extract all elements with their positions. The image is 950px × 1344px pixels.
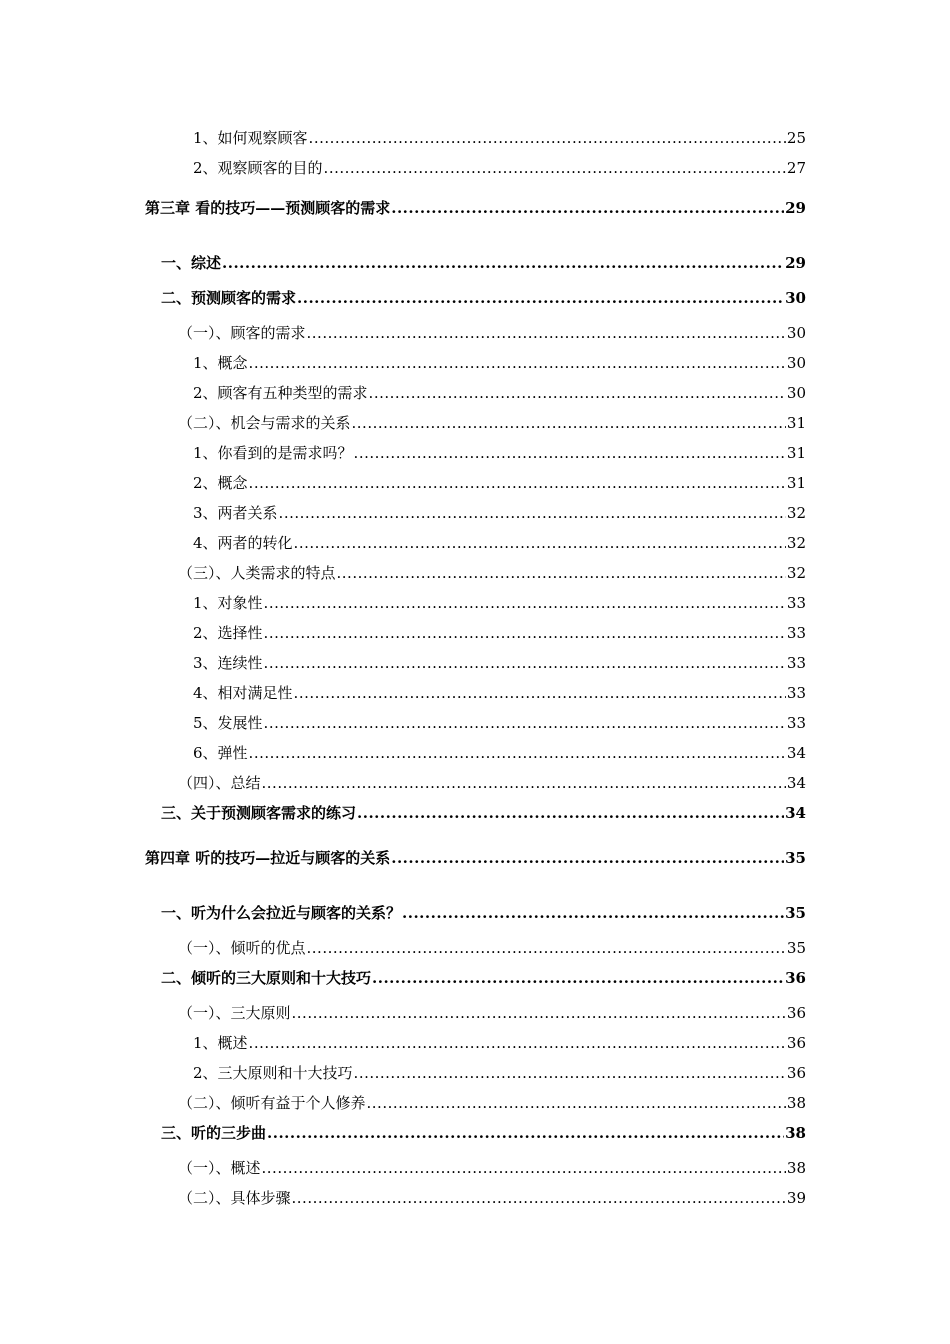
toc-subsection[interactable]	[178, 563, 806, 583]
toc-section[interactable]	[161, 1123, 806, 1143]
toc-entry[interactable]	[193, 683, 806, 703]
toc-entry-page: 35	[786, 939, 806, 957]
toc-entry-title: 2、三大原则和十大技巧	[193, 1064, 353, 1082]
toc-leader-dots	[324, 158, 786, 178]
toc-entry-page: 32	[786, 504, 806, 522]
toc-entry-page: 33	[786, 654, 806, 672]
toc-entry-title: 1、如何观察顾客	[193, 129, 308, 147]
toc-entry-title: 4、两者的转化	[193, 534, 293, 552]
toc-entry-title: 1、你看到的是需求吗？	[193, 444, 353, 462]
toc-subsection[interactable]	[178, 938, 806, 958]
toc-entry-title: （一）、三大原则	[178, 1004, 291, 1022]
toc-leader-dots	[249, 473, 786, 493]
toc-leader-dots	[372, 968, 784, 988]
toc-leader-dots	[264, 713, 786, 733]
toc-leader-dots	[279, 503, 786, 523]
toc-leader-dots	[249, 1033, 786, 1053]
toc-entry-title: 第四章 听的技巧—拉近与顾客的关系	[145, 849, 391, 867]
toc-subsection[interactable]	[178, 413, 806, 433]
toc-leader-dots	[249, 353, 786, 373]
toc-entry-title: 三、听的三步曲	[161, 1124, 267, 1142]
toc-entry-title: 一、综述	[161, 254, 222, 272]
toc-entry-title: 1、概念	[193, 354, 248, 372]
toc-entry-page: 30	[786, 384, 806, 402]
toc-entry-title: （二）、具体步骤	[178, 1189, 291, 1207]
toc-leader-dots	[292, 1188, 786, 1208]
toc-subsection[interactable]	[178, 1188, 806, 1208]
toc-entry-title: 三、关于预测顾客需求的练习	[161, 804, 357, 822]
toc-entry[interactable]	[193, 1033, 806, 1053]
toc-entry[interactable]	[193, 443, 806, 463]
toc-entry-title: 3、两者关系	[193, 504, 278, 522]
toc-entry[interactable]	[193, 503, 806, 523]
toc-subsection[interactable]	[178, 1158, 806, 1178]
toc-entry-page: 30	[786, 354, 806, 372]
toc-entry[interactable]	[193, 713, 806, 733]
toc-leader-dots	[262, 773, 786, 793]
toc-leader-dots	[369, 383, 786, 403]
toc-chapter[interactable]	[145, 848, 806, 868]
toc-entry-page: 35	[785, 904, 806, 922]
toc-entry-page: 34	[785, 804, 806, 822]
toc-entry[interactable]	[193, 473, 806, 493]
toc-entry-title: 3、连续性	[193, 654, 263, 672]
toc-leader-dots	[391, 198, 784, 218]
toc-entry-page: 27	[786, 159, 806, 177]
toc-entry[interactable]	[193, 128, 806, 148]
toc-entry-title: （一）、倾听的优点	[178, 939, 306, 957]
toc-entry-title: 二、倾听的三大原则和十大技巧	[161, 969, 372, 987]
toc-entry-page: 29	[785, 199, 806, 217]
toc-entry-page: 33	[786, 624, 806, 642]
toc-entry-page: 31	[786, 474, 806, 492]
toc-entry-page: 31	[786, 444, 806, 462]
toc-entry-page: 31	[786, 414, 806, 432]
toc-entry-title: （二）、机会与需求的关系	[178, 414, 351, 432]
toc-entry-title: （三）、人类需求的特点	[178, 564, 336, 582]
toc-entry-title: 一、听为什么会拉近与顾客的关系？	[161, 904, 402, 922]
toc-entry-page: 33	[786, 594, 806, 612]
toc-entry-page: 36	[786, 1034, 806, 1052]
toc-entry[interactable]	[193, 158, 806, 178]
toc-entry-page: 34	[786, 774, 806, 792]
toc-entry-page: 39	[786, 1189, 806, 1207]
toc-entry-title: 二、预测顾客的需求	[161, 289, 297, 307]
toc-entry-page: 30	[785, 289, 806, 307]
toc-leader-dots	[294, 533, 786, 553]
toc-entry-title: （四）、总结	[178, 774, 261, 792]
toc-entry-title: 第三章 看的技巧——预测顾客的需求	[145, 199, 391, 217]
toc-subsection[interactable]	[178, 1003, 806, 1023]
toc-entry[interactable]	[193, 593, 806, 613]
toc-chapter[interactable]	[145, 198, 806, 218]
toc-entry-title: 2、观察顾客的目的	[193, 159, 323, 177]
toc-leader-dots	[264, 623, 786, 643]
toc-section[interactable]	[161, 803, 806, 823]
toc-entry-title: （一）、顾客的需求	[178, 324, 306, 342]
toc-entry-page: 36	[785, 969, 806, 987]
toc-entry[interactable]	[193, 653, 806, 673]
toc-subsection[interactable]	[178, 773, 806, 793]
toc-section[interactable]	[161, 288, 806, 308]
toc-entry-page: 36	[786, 1064, 806, 1082]
toc-entry-page: 38	[786, 1159, 806, 1177]
toc-entry-title: （一）、概述	[178, 1159, 261, 1177]
toc-entry[interactable]	[193, 1063, 806, 1083]
toc-leader-dots	[391, 848, 784, 868]
toc-entry[interactable]	[193, 533, 806, 553]
toc-entry-page: 34	[786, 744, 806, 762]
toc-entry-page: 30	[786, 324, 806, 342]
toc-leader-dots	[222, 253, 784, 273]
toc-entry-title: 4、相对满足性	[193, 684, 293, 702]
toc-entry-page: 33	[786, 714, 806, 732]
toc-subsection[interactable]	[178, 1093, 806, 1113]
toc-leader-dots	[367, 1093, 786, 1113]
toc-subsection[interactable]	[178, 323, 806, 343]
toc-entry-page: 32	[786, 564, 806, 582]
toc-leader-dots	[354, 1063, 786, 1083]
toc-entry-title: 1、对象性	[193, 594, 263, 612]
toc-leader-dots	[267, 1123, 784, 1143]
toc-section[interactable]	[161, 968, 806, 988]
toc-leader-dots	[294, 683, 786, 703]
toc-leader-dots	[264, 653, 786, 673]
toc-entry[interactable]	[193, 743, 806, 763]
toc-section[interactable]	[161, 253, 806, 273]
toc-entry-title: 2、顾客有五种类型的需求	[193, 384, 368, 402]
toc-leader-dots	[309, 128, 786, 148]
toc-leader-dots	[354, 443, 786, 463]
toc-leader-dots	[249, 743, 786, 763]
toc-entry-page: 38	[786, 1094, 806, 1112]
toc-leader-dots	[262, 1158, 786, 1178]
toc-entry[interactable]	[193, 623, 806, 643]
toc-leader-dots	[297, 288, 784, 308]
toc-entry-page: 36	[786, 1004, 806, 1022]
toc-leader-dots	[337, 563, 786, 583]
toc-leader-dots	[352, 413, 786, 433]
toc-entry-title: （二）、倾听有益于个人修养	[178, 1094, 366, 1112]
toc-entry-page: 32	[786, 534, 806, 552]
toc-leader-dots	[307, 938, 786, 958]
toc-leader-dots	[402, 903, 784, 923]
toc-entry-page: 35	[785, 849, 806, 867]
toc-leader-dots	[357, 803, 784, 823]
toc-entry-page: 38	[785, 1124, 806, 1142]
toc-leader-dots	[264, 593, 786, 613]
toc-entry[interactable]	[193, 383, 806, 403]
toc-entry-page: 25	[786, 129, 806, 147]
toc-entry-title: 1、概述	[193, 1034, 248, 1052]
toc-entry-page: 29	[785, 254, 806, 272]
toc-entry-page: 33	[786, 684, 806, 702]
toc-entry[interactable]	[193, 353, 806, 373]
toc-entry-title: 5、发展性	[193, 714, 263, 732]
toc-leader-dots	[307, 323, 786, 343]
toc-section[interactable]	[161, 903, 806, 923]
toc-leader-dots	[292, 1003, 786, 1023]
toc-entry-title: 2、概念	[193, 474, 248, 492]
toc-entry-title: 2、选择性	[193, 624, 263, 642]
toc-entry-title: 6、弹性	[193, 744, 248, 762]
